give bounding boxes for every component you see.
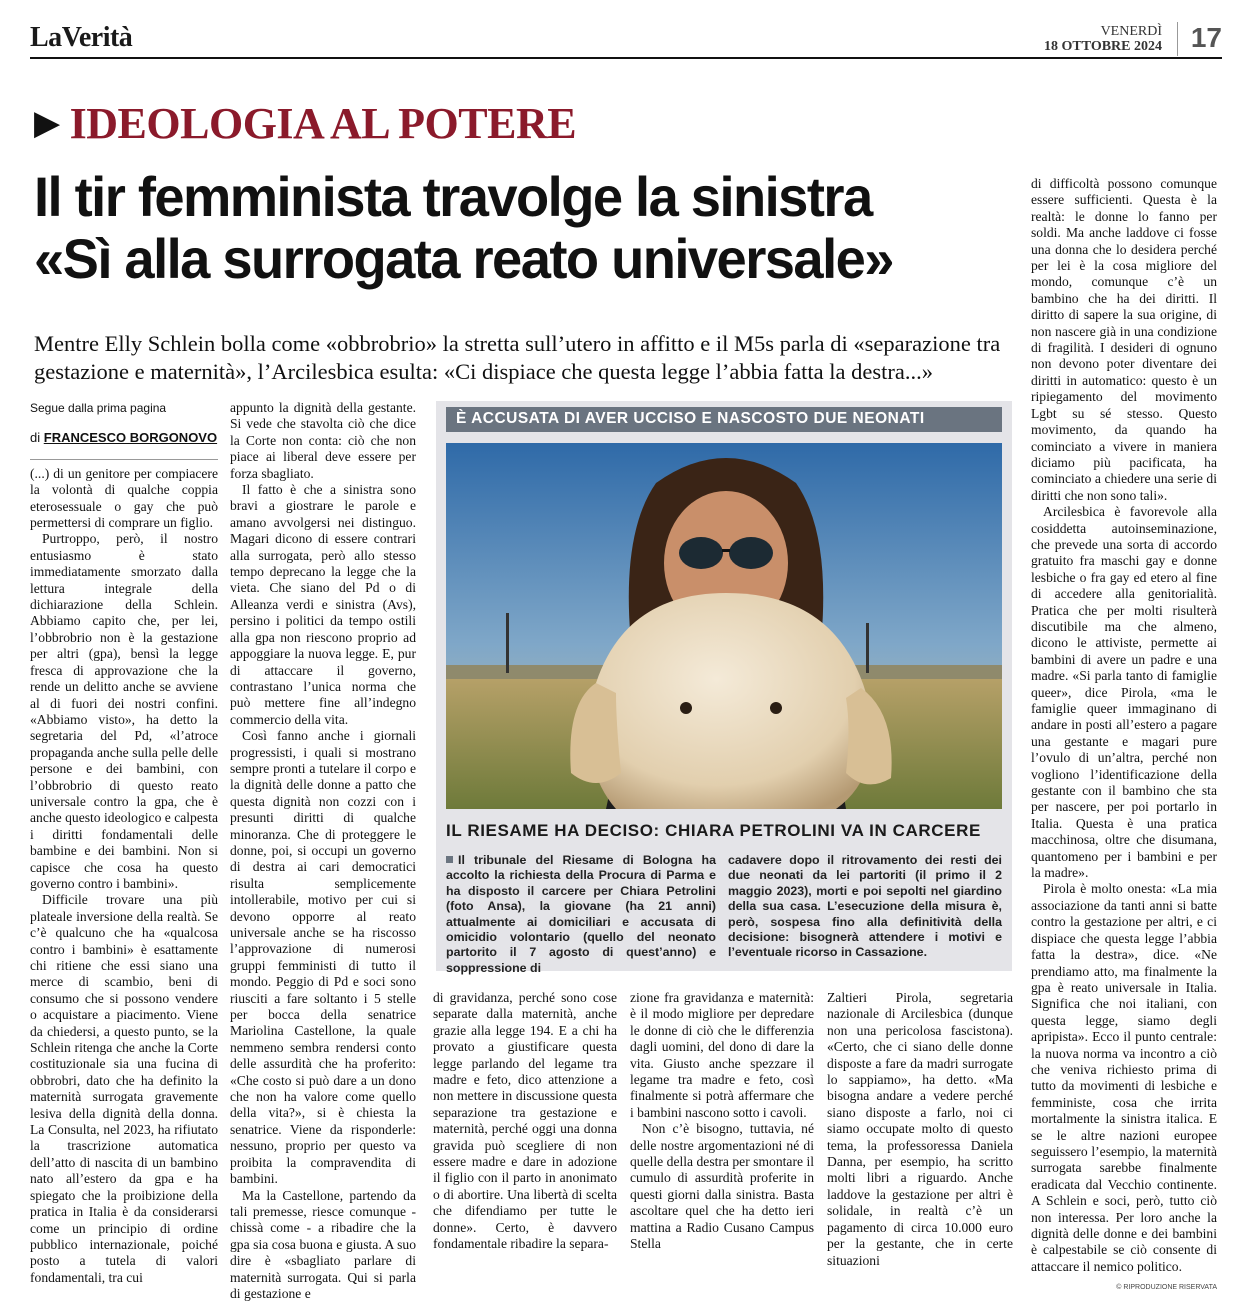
masthead-divider	[1177, 22, 1178, 56]
paragraph: (...) di un genitore per compiacere la volontà di qualche coppia eterosessuale o gay che può permettersi di comprare un figlio.	[30, 466, 218, 532]
page-number: 17	[1191, 22, 1222, 54]
paragraph: Così fanno anche i giornali progressisti, i quali si mostrano sempre pronti a tutelare il corpo e la dignità delle donne a patto che questa dignità non cozzi con i presunti diritti di qualche minoranza. Che di proteggere le donne, poi, si occupi un governo di destra ai cari democratici risulta semplicemente intollerabile, motivo per cui si devono opporre al reato universale anche se ha riscosso l’approvazione di numerosi gruppi femministi di tutto il mondo. Peggio di Pd e soci sono riusciti a fare soltanto i 5 stelle per bocca della senatrice Mariolina Castellone, la quale nemmeno sembra rendersi conto delle assurdità che ha proferito: «Che costo si può dare a un dono che non ha valore come quello della vita?», si è chiesta la senatrice. Viene da risponderle: nessuno, proprio per questo va proibita la compravendita di bambini.	[230, 728, 416, 1187]
article-column-6	[1031, 176, 1217, 1297]
issue-date-text: 18 OTTOBRE 2024	[1044, 39, 1162, 54]
paragraph: Pirola è molto onesta: «La mia associazione da tanti anni si batte contro la gestazione per altri, e ci dispiace che questa legge l’abbia fatta la destra», dice. «Ne prendiamo atto, ma finalmente la gpa è reato universale in Italia. Significa che noi italiani, con questa legge, siamo degli apripista». Ecco il punto centrale: la nuova norma va incontro a ciò che veniva richiesto prima di tutto da movimenti di lesbiche e femministe, cosa che irrita mortalmente la sinistra italica. E se le altre nazioni europee seguissero l’esempio, la maternità surrogata sarebbe finalmente eradicata dal Vecchio continente. A Schlein e soci, però, tutto ciò non interessa. Per loro anche la dignità delle donne e dei bambini è calpestabile se ciò consente di attaccare il nemico politico.	[1031, 881, 1217, 1275]
issue-day: VENERDÌ	[1044, 24, 1162, 39]
article-column-3	[433, 990, 617, 1253]
headline-line-2: «Sì alla surrogata reato universale»	[34, 228, 1004, 290]
article-column-4	[630, 990, 814, 1253]
box-text-left: Il tribunale del Riesame di Bologna ha accolto la richiesta della Procura di Parma e ha disposto il carcere per Chiara Petrolini (foto Ansa), la giovane (ha 21 anni) attualmente ai domiciliari e accusata di omicidio volontario (quello del neonato partorito il 7 agosto di quest’anno) e soppressione di	[446, 853, 716, 976]
copyright-line: © RIPRODUZIONE RISERVATA	[1031, 1277, 1217, 1296]
paragraph: Arcilesbica è favorevole alla cosiddetta autoinseminazione, che prevede una sorta di accordo gratuito fra maschi gay e donne lesbiche o fra gay ed etero al fine di accedere alla genitorialità. Pratica che per molti risulterà discutibile ma che almeno, dicono le attiviste, permette ai bambini di avere un padre e una madre. «Si parla tanto di famiglie queer», dice Pirola, «ma le famiglie queer immaginano di andare in posti all’estero a pagare una gestante e magari pure l’ovulo di un’altra, perché non vogliono l’identificazione della gestante con il bambino che sta per nascere, per poi portarlo in Italia. Questa è una pratica macchinosa, oltre che disumana, quantomeno per i bambini e per la madre».	[1031, 504, 1217, 881]
article-column-2	[230, 400, 416, 1302]
paragraph: di gravidanza, perché sono cose separate dalla maternità, anche grazie alla legge 194. E a chi ha provato a giustificare questa legge parlando del legame tra madre e feto, dico attenzione a non mettere in discussione questa separazione tra gestazione e maternità, perché oggi una donna gravida può scegliere di non essere madre e dare in adozione il figlio con il parto in anonimato o di abortire. Una libertà di scelta che difendiamo per tutte le donne». Certo, è davvero fondamentale ribadire la separa-	[433, 990, 617, 1253]
article-column-1	[30, 400, 218, 1286]
paragraph: Purtroppo, però, il nostro entusiasmo è stato immediatamente smorzato dalla lettura integrale della dichiarazione della Schlein. Abbiamo capito che, per lei, l’obbrobrio non è la gestazione per altri (gpa), bensì la legge fresca di approvazione che la rende un delitto anche se avviene al di fuori dei nostri confini. «Abbiamo visto», ha detto la segretaria del Pd, «l’atroce propaganda anche sulla pelle delle persone e dei bambini, con l’obbrobrio di questo reato universale contro la gpa, che è anche questo ideologico e calpesta i diritti fondamentali delle bambine e dei bambini. Non si capisce che cosa ha questo governo contro i bambini».	[30, 531, 218, 892]
sidebar-news-box	[436, 401, 1012, 971]
photo-woman-with-dog	[446, 443, 1002, 809]
box-header: È ACCUSATA DI AVER UCCISO E NASCOSTO DUE NEONATI	[446, 407, 1002, 432]
paragraph: appunto la dignità della gestante. Si vede che stavolta ciò che dice la Corte non conta: ciò che non piace ai liberal deve essere per forza sbagliato.	[230, 400, 416, 482]
article-column-5	[827, 990, 1013, 1269]
paragraph: Non c’è bisogno, tuttavia, né delle nostre argomentazioni né di quelle della destra per smontare il cumulo di assurdità proferite in questi giorni dalla sinistra. Basta ascoltare quel che ha detto ieri mattina a Radio Cusano Campus Stella	[630, 1121, 814, 1252]
paragraph: Difficile trovare una più plateale inversione della realtà. Se c’è qualcuno che ha «qualcosa contro i bambini» è esattamente chi ritiene che essi siano una merce di scambio, beni di consumo che si possono vendere o acquistare a piacimento. Viene da chiedersi, a questo punto, se la Schlein ritenga che anche la Corte costituzionale sia una fucina di obbrobri, dato che ha definito la maternità surrogata gravemente lesiva della dignità della donna. La Consulta, nel 2023, ha rifiutato la trascrizione automatica dell’atto di nascita di un bambino nato all’estero da gpa e ha spiegato che la proibizione della pratica in Italia è da considerarsi come un principio di ordine pubblico internazionale, poiché posto a tutela di valori fondamentali, tra cui	[30, 892, 218, 1286]
issue-date	[1044, 24, 1162, 54]
paragraph: Zaltieri Pirola, segretaria nazionale di Arcilesbica (dunque non una pericolosa fascistona). «Certo, che ci siano delle donne disposte a fare da madri surrogate lo sappiamo», ha detto. «Ma bisogna andare a vedere perché siano disposte a farlo, noi ci siamo occupate molto di questo tema, la professoressa Daniela Danna, per esempio, ha scritto molti libri a riguardo. Anche laddove la gestazione per altri è solidale, in realtà c’è un pagamento di circa 10.000 euro per la gestante, che in certe situazioni	[827, 990, 1013, 1269]
section-kicker: ▶ IDEOLOGIA AL POTERE	[34, 98, 576, 149]
news-photo	[446, 443, 1002, 809]
paragraph: Il fatto è che a sinistra sono bravi a giostrare le parole e amano avvolgersi nei distinguo. Magari dicono di essere contrari alla surrogata, però allo stesso tempo deprecano la legge che la vieta. Che siano del Pd o di Alleanza verdi e sinistra (Avs), persino i politici da tempo ostili alla gpa non riescono proprio ad appoggiare la nuova legge. E, pur di attaccare il governo, contrastano l’unica norma che può mettere fine all’indegno commercio della vita.	[230, 482, 416, 728]
paragraph: di difficoltà possono comunque essere sufficienti. Questa è la realtà: le donne lo fanno per soldi. Ma anche laddove ci fosse una donna che lo desidera perché per lei è la cosa migliore del mondo, comunque c’è un bambino che ha dei diritti. Il diritto di sapere la sua origine, di non nascere già in una condizione di fragilità. I desideri di ognuno non devono poter diventare dei diritti in automatico: questo è un ripiegamento del movimento Lgbt su sé stesso. Questo movimento, da quando ha cominciato a vivere in maniera diciamo più pacificata, ha cominciato a chiedere una serie di diritti che non sono tali».	[1031, 176, 1217, 504]
box-text-right: cadavere dopo il ritrovamento dei resti dei due neonati da lei partoriti (il primo il 2 maggio 2023), morti e poi sepolti nel giardino della sua casa. L’esecuzione della misura è, però, sospesa fino alla definitività della decisione: bisognerà attendere i motivi e l’eventuale ricorso in Cassazione.	[728, 853, 1002, 961]
paragraph: Ma la Castellone, partendo da tali premesse, riesce comunque - chissà come - a ribadire che la gpa sia cosa buona e giusta. A suo dire è «sbagliato parlare di maternità surrogata. Qui si parla di gestazione e	[230, 1188, 416, 1302]
author-name: FRANCESCO BORGONOVO	[44, 430, 217, 445]
continued-note: Segue dalla prima pagina	[30, 400, 218, 416]
subheadline: Mentre Elly Schlein bolla come «obbrobrio» la stretta sull’utero in affitto e il M5s parla di «separazione tra gestazione e maternità», l’Arcilesbica esulta: «Ci dispiace che questa legge l’abbia fatta la destra...»	[34, 330, 1034, 386]
bullet-square-icon	[446, 856, 453, 863]
newspaper-logo: LaVerità	[30, 22, 132, 54]
headline	[34, 166, 1004, 290]
masthead	[30, 22, 1222, 58]
masthead-rule	[30, 57, 1222, 59]
box-title: IL RIESAME HA DECISO: CHIARA PETROLINI VA IN CARCERE	[446, 821, 981, 841]
headline-line-1: Il tir femminista travolge la sinistra	[34, 166, 1004, 228]
byline: di FRANCESCO BORGONOVO	[30, 430, 218, 446]
paragraph: zione fra gravidanza e maternità: è il modo migliore per depredare le donne di ciò che le differenzia dagli uomini, del dono di dare la vita. Giusto anche spezzare il legame tra madre e feto, così finalmente si potrà affermare che i bambini nascono sotto i cavoli.	[630, 990, 814, 1121]
triangle-arrow-icon: ▶	[34, 103, 60, 143]
